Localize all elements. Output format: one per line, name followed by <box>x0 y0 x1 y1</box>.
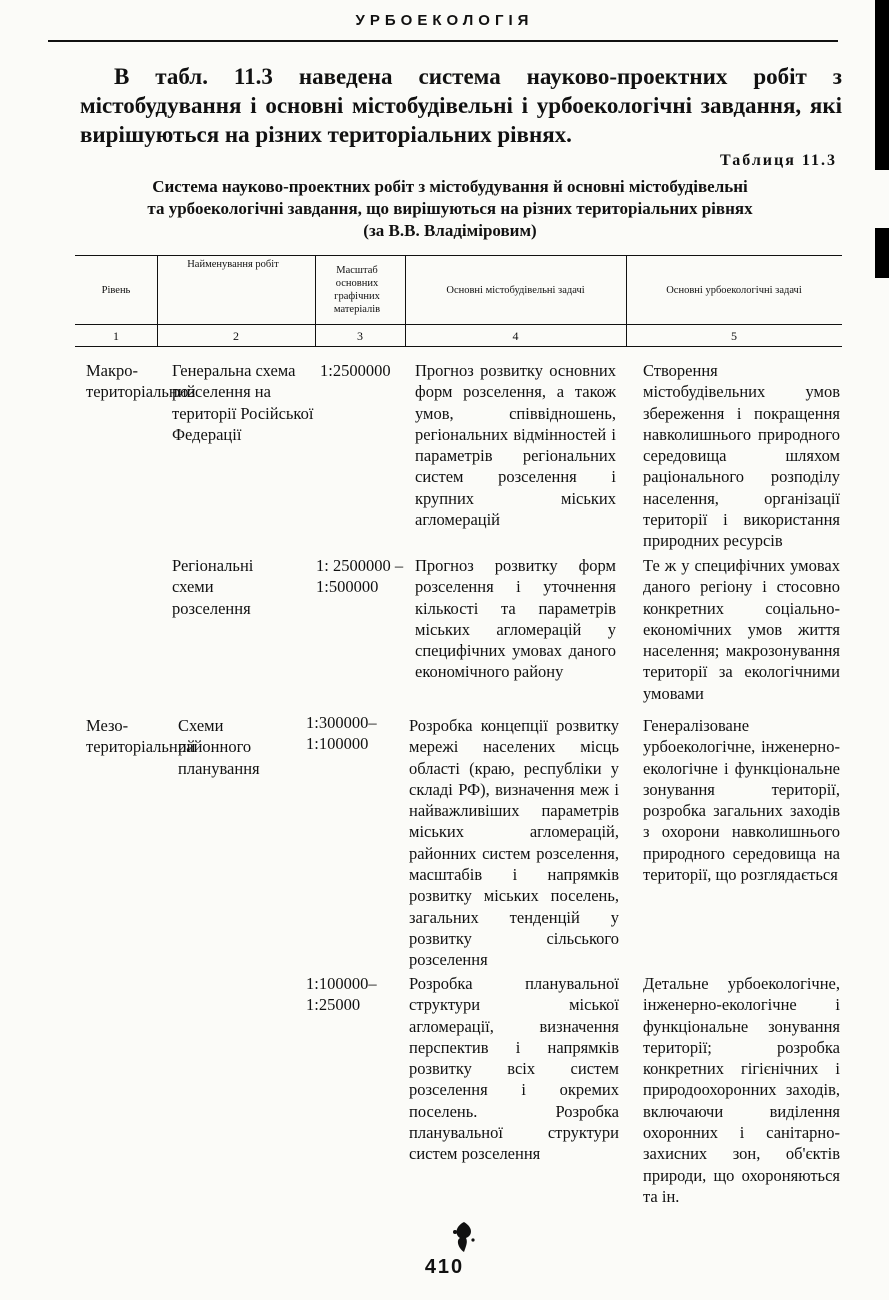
header-eco-tasks: Основні урбоекологічні задачі <box>666 284 802 296</box>
row-3-scale: 1:300000–1:100000 <box>306 713 377 754</box>
header-divider <box>75 324 842 325</box>
scan-edge-top <box>875 0 889 170</box>
row-4-scale: 1:100000–1:25000 <box>306 974 377 1015</box>
row-2-work: Регіональні схеми розселення <box>172 556 254 618</box>
header-urban-tasks: Основні містобудівельні задачі <box>446 284 585 296</box>
row-2-scale: 1: 2500000 – 1:500000 <box>316 556 404 597</box>
running-header: УРБОЕКОЛОГІЯ <box>355 12 534 29</box>
page-number: 410 <box>424 1256 465 1278</box>
table-caption <box>80 176 820 242</box>
column-number-4: 4 <box>512 329 519 343</box>
row-1-work: Генеральна схема розселення на території Російської Федерації <box>172 361 314 444</box>
header-scale: Масштаб основних графічних матеріалів <box>333 265 381 315</box>
row-2-eco-tasks: Те ж у специфічних умовах даного регіону і стосовно конкретних соціально-економічних умов життя населення; макрозонування території за екологічними умовами <box>643 556 840 703</box>
column-number-5: 5 <box>731 329 737 343</box>
row-3-eco-tasks: Генералізоване урбоекологічне, інженерно-екологічне і функціональне зонування території, розробка загальних заходів з охорони навколишнього природного середовища на території, що розглядається <box>643 716 840 885</box>
caption-line-2: та урбоекологічні завдання, що вирішуються на різних територіальних рівнях <box>147 199 753 218</box>
column-number-3: 3 <box>357 329 363 343</box>
scan-edge-middle <box>875 228 889 278</box>
row-1-level: Макро-територіальний <box>86 361 196 402</box>
row-3-work: Схеми районного планування <box>178 716 260 778</box>
header-rule <box>48 40 838 42</box>
row-3-level: Мезо-територіальний <box>86 716 196 757</box>
row-3-urban-tasks: Розробка концепції розвитку мережі населених місць області (краю, республіки у складі РФ), визначення меж і найважливіших параметрів міських агломерацій, районних систем розселення, масштабів і напрямків розвитку міських поселень, загальних тенденцій у розвитку сільського розселення <box>409 716 619 970</box>
caption-line-3: (за В.В. Владіміровим) <box>363 221 537 240</box>
intro-paragraph: В табл. 11.3 наведена система науково-проектних робіт з містобудування і основні містобудівельні і урбоекологічні завдання, які вирішуються на різних територіальних рівнях. <box>80 64 842 147</box>
column-number-2: 2 <box>233 329 239 343</box>
leaf-ornament-icon <box>446 1220 482 1254</box>
row-1-eco-tasks: Створення містобудівельних умов збереження і покращення навколишнього природного середовища шляхом раціонального розподілу населення, організації території і використання природних ресурсів <box>643 361 840 551</box>
table-label: Таблиця 11.3 <box>719 152 837 169</box>
header-work: Найменування робіт <box>187 259 279 270</box>
column-number-1: 1 <box>113 329 119 343</box>
row-2-urban-tasks: Прогноз розвитку форм розселення і уточнення кількості та параметрів міських агломерацій у специфічних умовах даного економічного району <box>415 556 616 682</box>
row-1-urban-tasks: Прогноз розвитку основних форм розселення, а також умов, співвідношень, регіональних відмінностей і параметрів регіональних систем розселення і крупних міських агломерацій <box>415 361 616 530</box>
row-4-urban-tasks: Розробка планувальної структури міської агломерації, визначення перспектив і напрямків розвитку всіх систем розселення і окремих поселень. Розробка планувальної структури систем розселення <box>409 974 619 1164</box>
row-4-eco-tasks: Детальне урбоекологічне, інженерно-екологічне і функціональне зонування території; розробка конкретних гігієнічних і природоохоронних заходів, включаючи виділення охоронних і санітарно-захисних зон, об'єктів природи, що охороняються та ін. <box>643 974 840 1206</box>
caption-line-1: Система науково-проектних робіт з містобудування й основні містобудівельні <box>152 177 748 196</box>
header-level: Рівень <box>101 284 131 296</box>
row-1-scale: 1:2500000 <box>320 361 391 380</box>
table-header <box>75 255 842 347</box>
